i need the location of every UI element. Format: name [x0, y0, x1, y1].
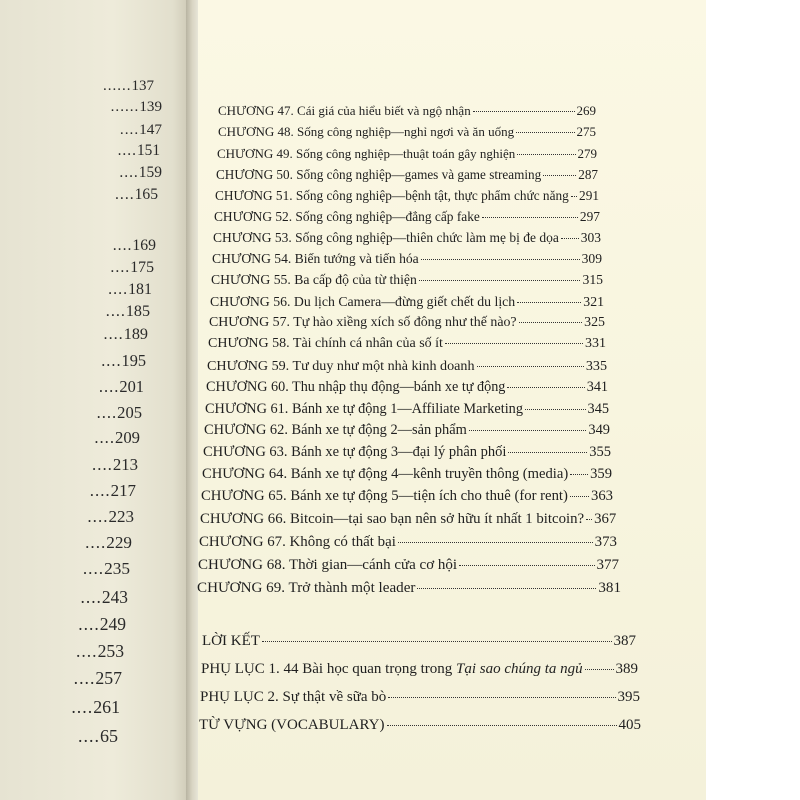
toc-page-number: 275	[576, 124, 596, 139]
toc-chapter-title: CHƯƠNG 66. Bitcoin—tại sao bạn nên sở hữu ít nhất 1 bitcoin?	[200, 511, 585, 527]
toc-chapter-title: CHƯƠNG 47. Cái giá của hiểu biết và ngộ nhận	[218, 103, 471, 118]
left-page-number: ....223	[87, 507, 134, 526]
right-page	[198, 0, 710, 800]
left-page-number: ....65	[78, 726, 118, 746]
page-number: 201	[119, 377, 144, 396]
leader-dots	[459, 565, 594, 566]
toc-section-title	[199, 717, 385, 734]
toc-chapter-entry	[199, 534, 617, 551]
toc-section-title	[200, 689, 386, 706]
toc-chapter-entry	[217, 146, 597, 162]
left-page-number: ....209	[94, 428, 140, 447]
left-page-number: ....181	[108, 281, 152, 298]
leader-dots	[387, 725, 617, 726]
toc-page-number: 309	[581, 251, 602, 266]
leader-dots	[570, 474, 588, 475]
page-number: 213	[112, 455, 138, 474]
left-page-number: ....257	[73, 668, 122, 688]
left-page-number: ....165	[115, 186, 158, 203]
toc-page-number: 349	[588, 422, 610, 438]
toc-page-number: 355	[589, 444, 611, 460]
left-page-number: ....249	[78, 614, 126, 634]
left-page-number: ....185	[105, 303, 150, 320]
left-page-number: ....253	[75, 641, 124, 661]
leader-dots	[508, 452, 587, 453]
leader-dots	[507, 387, 584, 388]
page-number: 217	[110, 481, 136, 500]
left-page-number: ....243	[80, 587, 128, 607]
page-number: 205	[117, 403, 142, 422]
leader-dots	[516, 132, 574, 133]
leader-dots	[517, 154, 575, 155]
page-number: 137	[131, 78, 154, 94]
toc-page-number: 325	[584, 315, 605, 330]
page-number: 229	[106, 533, 132, 552]
toc-page-number: 269	[576, 103, 596, 118]
toc-page-number: 303	[580, 230, 601, 245]
toc-page-number: 345	[587, 401, 609, 417]
toc-page-number: 367	[594, 511, 617, 527]
leader-dots	[543, 175, 576, 176]
toc-chapter-entry	[208, 336, 606, 352]
toc-chapter-title: CHƯƠNG 53. Sống công nghiệp—thiên chức làm mẹ bị đe dọa	[213, 230, 559, 245]
left-page-number: ....205	[96, 403, 142, 422]
left-page-number: ....213	[92, 455, 138, 474]
left-page-number: ....229	[85, 533, 132, 552]
toc-back-matter-entry	[199, 717, 641, 734]
toc-section-label: PHỤ LỤC 1. 44 Bài học quan trọng trong	[201, 661, 456, 677]
toc-chapter-title: CHƯƠNG 68. Thời gian—cánh cửa cơ hội	[198, 557, 458, 573]
toc-chapter-title: CHƯƠNG 69. Trở thành một leader	[197, 580, 416, 596]
leader-dots	[469, 430, 587, 431]
leader-dots	[388, 697, 615, 698]
page-number: 165	[134, 186, 158, 203]
toc-section-label: PHỤ LỤC 2. Sự thật về sữa bò	[200, 689, 387, 705]
page-number: 151	[136, 142, 160, 159]
toc-chapter-title: CHƯƠNG 48. Sống công nghiệp—nghỉ ngơi và ăn uống	[218, 124, 515, 139]
left-page-number: ....175	[110, 259, 154, 276]
left-page-number: ....261	[71, 697, 120, 717]
page-number: 257	[95, 668, 122, 688]
toc-section-label: LỜI KẾT	[202, 633, 260, 649]
page-number: 169	[132, 237, 156, 254]
page-number: 223	[108, 507, 134, 526]
page-number: 181	[128, 281, 152, 298]
toc-chapter-title: CHƯƠNG 55. Ba cấp độ của từ thiện	[211, 272, 417, 287]
left-page-number: ....151	[117, 142, 160, 159]
toc-page-number: 381	[598, 580, 621, 596]
toc-chapter-entry	[213, 230, 601, 246]
toc-chapter-title: CHƯƠNG 49. Sống công nghiệp—thuật toán gây nghiện	[217, 146, 516, 161]
left-page-number: ....169	[112, 237, 156, 254]
toc-page-number: 321	[583, 294, 604, 309]
toc-chapter-entry	[197, 580, 621, 597]
toc-chapter-title: CHƯƠNG 54. Biến tướng và tiến hóa	[212, 251, 419, 266]
toc-page-number: 335	[585, 358, 607, 374]
toc-chapter-entry	[215, 188, 599, 204]
leader-dots	[519, 322, 583, 323]
toc-page-number: 387	[613, 633, 636, 649]
leader-dots	[477, 366, 584, 367]
page-number: 159	[138, 164, 162, 181]
toc-page-number: 377	[596, 557, 619, 573]
toc-page-number: 359	[590, 466, 612, 482]
leader-dots	[262, 641, 612, 642]
toc-chapter-entry	[214, 209, 600, 225]
left-page-number: ....217	[89, 481, 136, 500]
toc-page-number: 287	[578, 167, 598, 182]
leader-dots	[417, 588, 596, 589]
leader-dots	[517, 302, 581, 303]
page-number: 243	[101, 587, 128, 607]
left-page-number: ....235	[82, 559, 130, 578]
toc-chapter-title: CHƯƠNG 62. Bánh xe tự động 2—sản phẩm	[204, 422, 467, 438]
toc-chapter-entry	[212, 251, 602, 267]
toc-page-number: 297	[579, 209, 600, 224]
leader-dots	[561, 238, 579, 239]
toc-chapter-title: CHƯƠNG 59. Tư duy như một nhà kinh doanh	[207, 358, 475, 374]
toc-page-number: 389	[615, 661, 638, 677]
background	[706, 0, 800, 800]
leader-dots	[473, 111, 575, 112]
toc-section-title	[202, 633, 260, 650]
toc-chapter-title: CHƯƠNG 50. Sống công nghiệp—games và game streaming	[216, 167, 542, 182]
toc-page-number: 279	[577, 146, 597, 161]
toc-page-number: 363	[590, 488, 613, 504]
toc-chapter-entry	[200, 511, 615, 528]
toc-chapter-entry	[205, 401, 609, 418]
toc-page-number: 405	[618, 717, 641, 733]
toc-chapter-entry	[211, 272, 603, 288]
toc-section-title	[201, 661, 583, 678]
left-page	[0, 0, 188, 800]
left-page-number: ....195	[101, 351, 146, 370]
toc-chapter-title: CHƯƠNG 67. Không có thất bại	[199, 534, 396, 550]
toc-chapter-title: CHƯƠNG 58. Tài chính cá nhân của số ít	[208, 336, 443, 351]
toc-chapter-title: CHƯƠNG 64. Bánh xe tự động 4—kênh truyền thông (media)	[202, 466, 569, 482]
left-page-number: ....159	[119, 164, 162, 181]
toc-chapter-entry	[206, 379, 608, 396]
toc-chapter-entry	[198, 557, 619, 574]
page-number: 185	[125, 303, 150, 320]
page-number: 189	[123, 325, 148, 343]
page-number: 253	[97, 641, 124, 661]
toc-chapter-title: CHƯƠNG 60. Thu nhập thụ động—bánh xe tự động	[206, 379, 506, 395]
leader-dots	[570, 496, 589, 497]
toc-chapter-title: CHƯƠNG 56. Du lịch Camera—đừng giết chết du lịch	[210, 294, 516, 309]
left-page-number: ....189	[103, 325, 148, 343]
toc-chapter-entry	[216, 167, 598, 183]
toc-chapter-title: CHƯƠNG 51. Sống công nghiệp—bệnh tật, thực phẩm chức năng	[215, 188, 569, 203]
toc-back-matter-entry	[200, 689, 640, 706]
toc-chapter-title: CHƯƠNG 52. Sống công nghiệp—đẳng cấp fake	[214, 209, 480, 224]
leader-dots	[445, 343, 583, 344]
toc-section-label: TỪ VỰNG (VOCABULARY)	[199, 717, 385, 733]
toc-chapter-entry	[209, 315, 605, 331]
leader-dots	[585, 669, 614, 670]
leader-dots	[482, 217, 578, 218]
toc-chapter-title: CHƯƠNG 65. Bánh xe tự động 5—tiện ích cho thuê (for rent)	[201, 488, 568, 504]
toc-section-italic-title: Tại sao chúng ta ngủ	[455, 661, 583, 677]
left-page-number: ......139	[110, 99, 162, 115]
page-number: 65	[100, 726, 118, 746]
page-number: 147	[139, 121, 162, 138]
toc-page-number: 331	[585, 336, 606, 351]
leader-dots	[525, 409, 586, 410]
leader-dots	[398, 542, 593, 543]
page-number: 175	[130, 259, 154, 276]
left-page-number: ......137	[103, 78, 154, 94]
toc-back-matter-entry	[202, 633, 636, 650]
page-number: 261	[93, 697, 120, 717]
toc-chapter-entry	[210, 294, 604, 310]
toc-chapter-entry	[218, 103, 596, 119]
toc-chapter-entry	[218, 124, 596, 140]
page-number: 139	[139, 99, 162, 115]
leader-dots	[586, 519, 592, 520]
toc-page-number: 373	[594, 534, 617, 550]
page-number: 209	[114, 428, 140, 447]
toc-chapter-entry	[203, 444, 611, 461]
left-page-number: ....201	[98, 377, 144, 396]
page-number: 235	[104, 559, 130, 578]
page-number: 195	[121, 351, 146, 370]
leader-dots	[571, 196, 577, 197]
toc-chapter-title: CHƯƠNG 63. Bánh xe tự động 3—đại lý phân phối	[203, 444, 507, 460]
toc-chapter-entry	[204, 422, 610, 439]
toc-back-matter-entry	[201, 661, 638, 678]
toc-page-number: 291	[579, 188, 599, 203]
toc-chapter-entry	[207, 358, 607, 375]
toc-chapter-title: CHƯƠNG 57. Tự hào xiềng xích số đông như thế nào?	[209, 315, 517, 330]
toc-chapter-title: CHƯƠNG 61. Bánh xe tự động 1—Affiliate Marketing	[205, 401, 523, 417]
leader-dots	[421, 259, 580, 260]
toc-chapter-entry	[201, 488, 613, 505]
toc-page-number: 315	[582, 272, 603, 287]
leader-dots	[419, 280, 581, 281]
toc-page-number: 341	[586, 379, 608, 395]
toc-chapter-entry	[202, 466, 612, 483]
left-page-number: ....147	[119, 121, 162, 138]
toc-page-number: 395	[617, 689, 640, 705]
page-number: 249	[99, 614, 126, 634]
